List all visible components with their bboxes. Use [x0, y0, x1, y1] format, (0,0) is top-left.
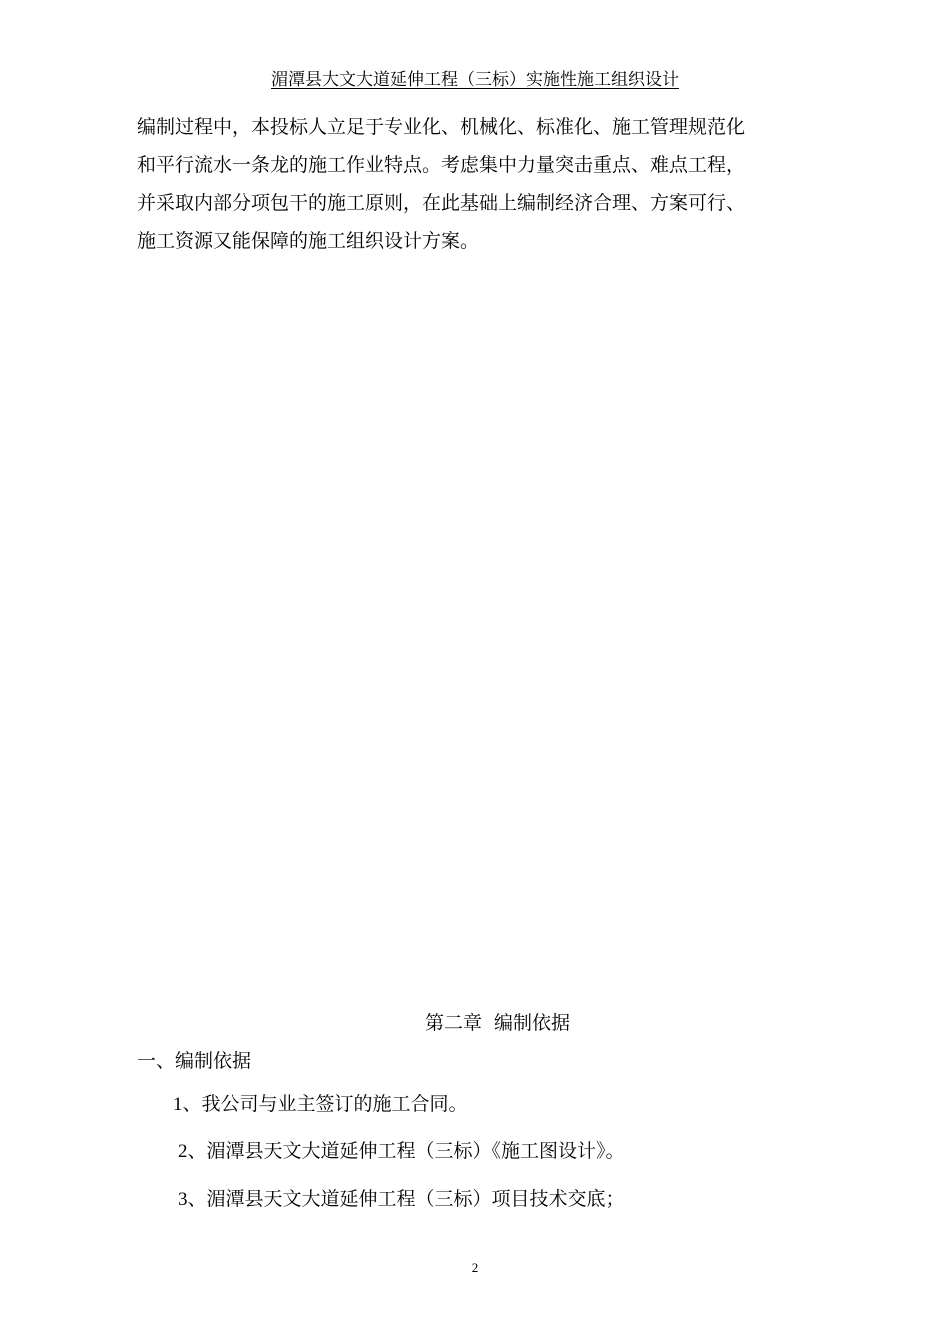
list-item-number: 3 — [178, 1189, 188, 1210]
list-item-text: 、湄潭县天文大道延伸工程（三标）《施工图设计》。 — [187, 1140, 625, 1162]
document-title: 湄潭县大文大道延伸工程（三标）实施性施工组织设计 — [271, 70, 679, 90]
list-item-text: 、我公司与业主签订的施工合同。 — [182, 1093, 468, 1115]
list-item-number: 2 — [178, 1141, 188, 1162]
chapter-title: 第二章 编制依据 — [424, 1012, 571, 1034]
paragraph-line: 施工资源又能保障的施工组织设计方案。 — [137, 230, 480, 252]
list-item-text: 、湄潭县天文大道延伸工程（三标）项目技术交底； — [187, 1188, 625, 1210]
paragraph-line: 和平行流水一条龙的施工作业特点。考虑集中力量突击重点、难点工程， — [137, 154, 746, 176]
intro-paragraph — [137, 108, 817, 260]
list-item — [178, 1184, 625, 1215]
list-item — [173, 1089, 468, 1120]
page-number: 2 — [471, 1260, 479, 1275]
section-heading: 一、编制依据 — [137, 1050, 252, 1072]
paragraph-line: 并采取内部分项包干的施工原则，在此基础上编制经济合理、方案可行、 — [137, 192, 746, 214]
list-item-number: 1 — [173, 1094, 183, 1115]
running-header — [0, 68, 950, 92]
paragraph-line: 编制过程中，本投标人立足于专业化、机械化、标准化、施工管理规范化 — [137, 116, 746, 138]
list-item — [178, 1136, 625, 1167]
